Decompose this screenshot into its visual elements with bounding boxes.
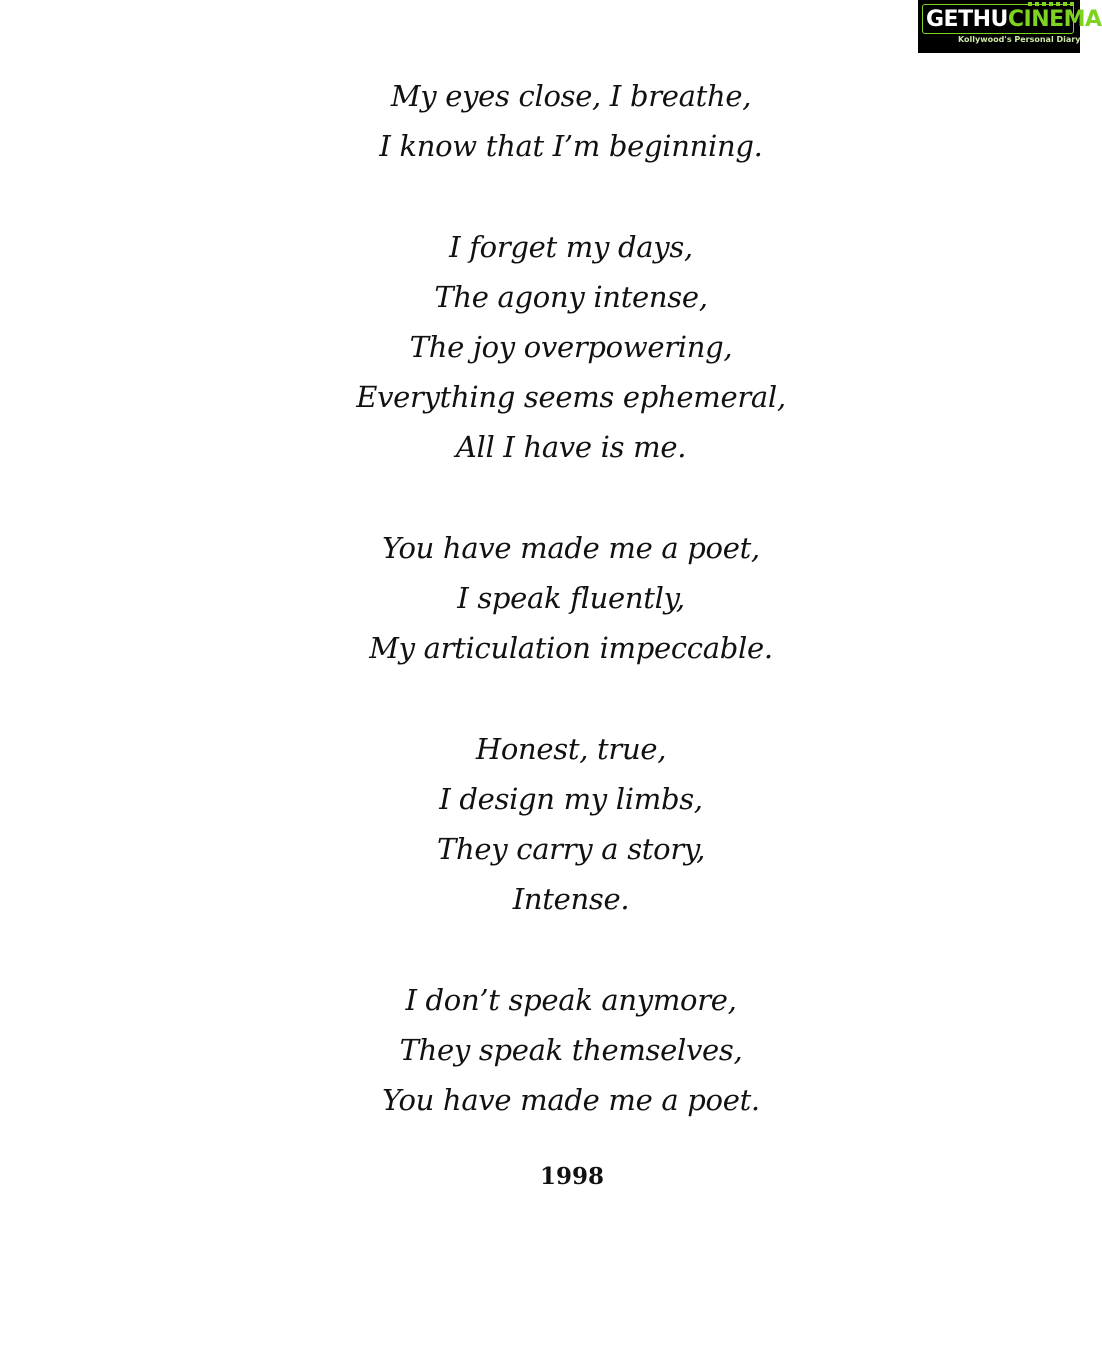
logo-wordmark-part2: CINEMA bbox=[1007, 7, 1102, 32]
poem-line: I design my limbs, bbox=[439, 782, 703, 816]
poem-line: I know that I’m beginning. bbox=[379, 129, 763, 163]
poem-line: I speak fluently, bbox=[457, 581, 685, 615]
poem-line: I don’t speak anymore, bbox=[405, 983, 737, 1017]
poem-line: They speak themselves, bbox=[399, 1033, 743, 1067]
poem-year: 1998 bbox=[539, 1163, 605, 1190]
poem-line: All I have is me. bbox=[455, 430, 687, 464]
poem-line: They carry a story, bbox=[436, 832, 706, 866]
poem-line: I forget my days, bbox=[449, 230, 693, 264]
poem-line: My articulation impeccable. bbox=[369, 631, 773, 665]
logo-wordmark-part1: GETHU bbox=[926, 7, 1008, 32]
poem-line: Honest, true, bbox=[475, 732, 667, 766]
poem-line: Everything seems ephemeral, bbox=[356, 380, 786, 414]
poem-line: My eyes close, I breathe, bbox=[390, 79, 752, 113]
poem-line: The joy overpowering, bbox=[409, 330, 733, 364]
poem-line: Intense. bbox=[512, 882, 630, 916]
logo-tagline: Kollywood's Personal Diary bbox=[958, 35, 1081, 44]
poem-line: You have made me a poet. bbox=[382, 1083, 760, 1117]
poem-line: The agony intense, bbox=[434, 280, 708, 314]
poem-line: You have made me a poet, bbox=[382, 531, 760, 565]
